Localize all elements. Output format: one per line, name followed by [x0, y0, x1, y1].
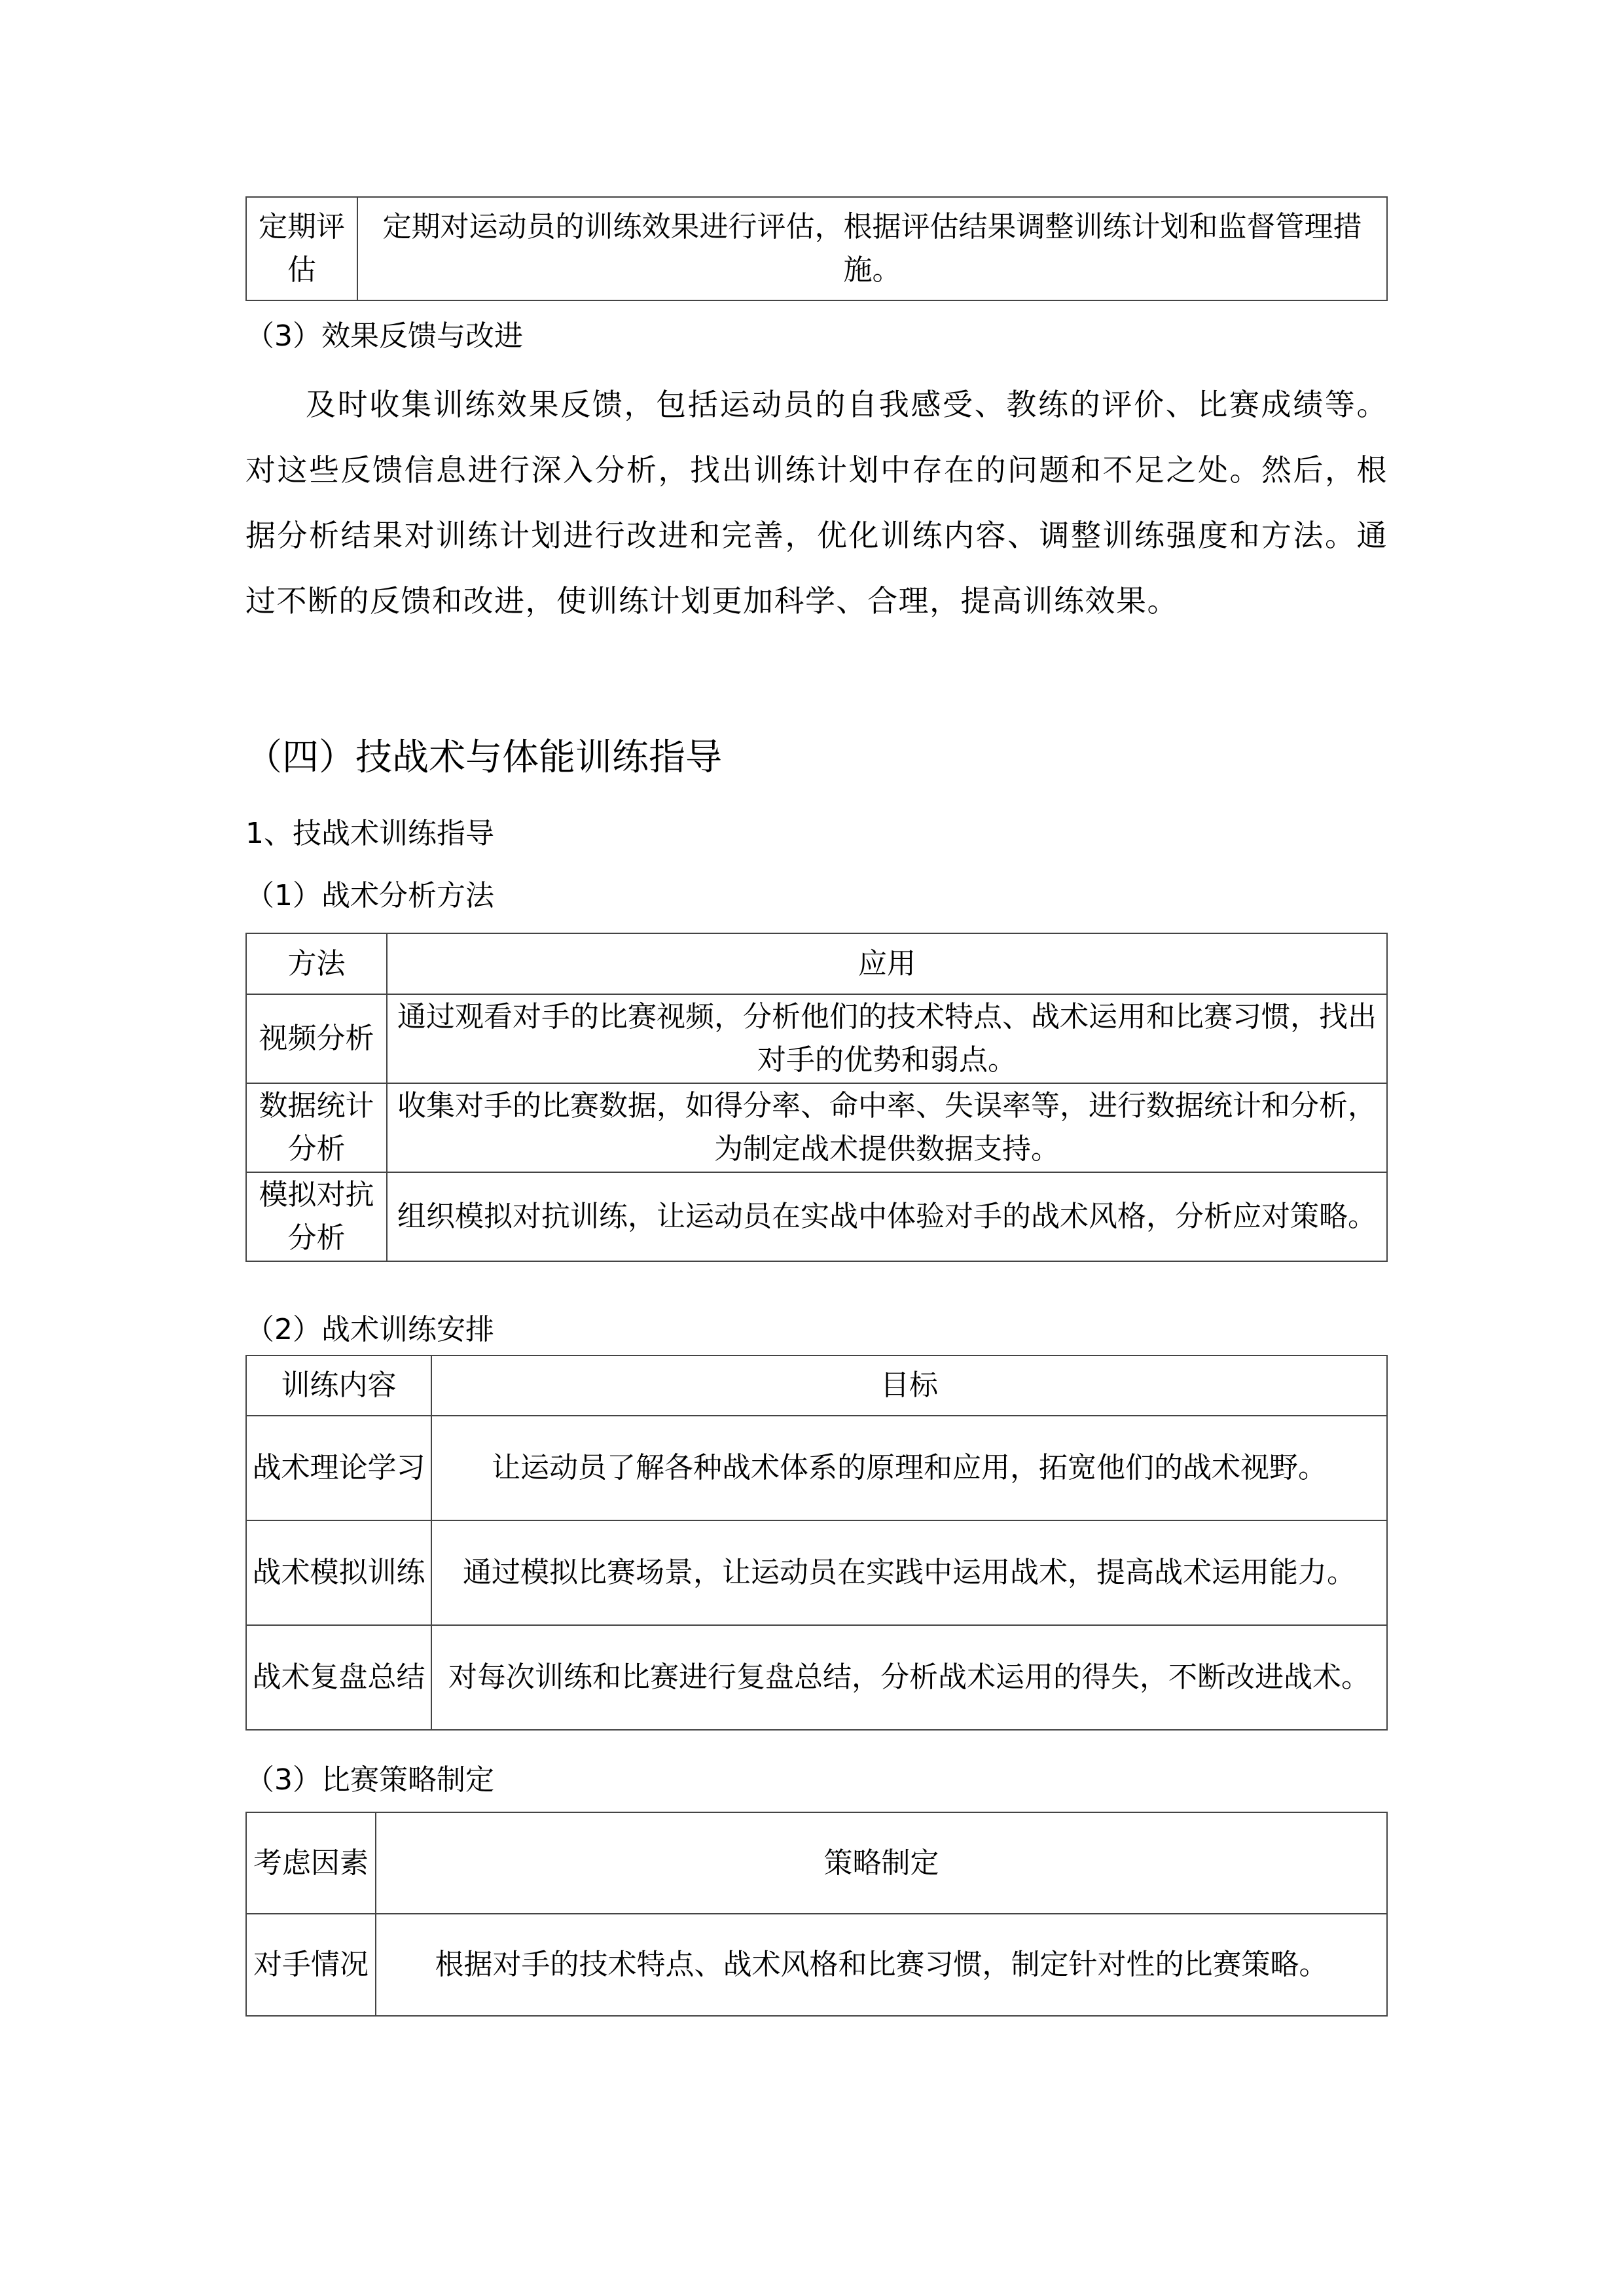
table-cell-application: 收集对手的比赛数据，如得分率、命中率、失误率等，进行数据统计和分析，为制定战术提供数据支持。 — [387, 1083, 1387, 1172]
table-cell-item: 定期评估 — [246, 197, 357, 300]
table-header-factor: 考虑因素 — [246, 1812, 376, 1914]
table-cell-content: 战术模拟训练 — [246, 1520, 431, 1625]
table-cell-content: 定期对运动员的训练效果进行评估，根据评估结果调整训练计划和监督管理措施。 — [357, 197, 1387, 300]
table-header-method: 方法 — [246, 933, 387, 994]
table-row — [246, 197, 1387, 300]
table-row — [246, 1520, 1387, 1625]
main-heading: （四）技战术与体能训练指导 — [245, 736, 722, 779]
strategy-table — [245, 1812, 1388, 2017]
table-cell-method: 模拟对抗分析 — [246, 1172, 387, 1261]
table-cell-goal: 通过模拟比赛场景，让运动员在实践中运用战术，提高战术运用能力。 — [431, 1520, 1387, 1625]
table-header-row — [246, 1355, 1387, 1416]
section-title-feedback: （3）效果反馈与改进 — [245, 319, 523, 353]
analysis-table — [245, 933, 1388, 1262]
training-table — [245, 1355, 1388, 1731]
table-row — [246, 1625, 1387, 1730]
table-cell-goal: 对每次训练和比赛进行复盘总结，分析战术运用的得失，不断改进战术。 — [431, 1625, 1387, 1730]
table-header-row — [246, 1812, 1387, 1914]
table-cell-content: 战术理论学习 — [246, 1416, 431, 1520]
table-header-content: 训练内容 — [246, 1355, 431, 1416]
table-cell-content: 战术复盘总结 — [246, 1625, 431, 1730]
table-row — [246, 1416, 1387, 1520]
table-cell-strategy: 根据对手的技术特点、战术风格和比赛习惯，制定针对性的比赛策略。 — [376, 1914, 1387, 2016]
section-title-analysis: （1）战术分析方法 — [245, 879, 494, 912]
table-cell-method: 数据统计分析 — [246, 1083, 387, 1172]
table-cell-factor: 对手情况 — [246, 1914, 376, 2016]
table-row — [246, 1083, 1387, 1172]
review-table — [245, 196, 1388, 301]
table-cell-application: 通过观看对手的比赛视频，分析他们的技术特点、战术运用和比赛习惯，找出对手的优势和弱点。 — [387, 994, 1387, 1083]
section-title-training: （2）战术训练安排 — [245, 1313, 494, 1346]
table-header-goal: 目标 — [431, 1355, 1387, 1416]
table-header-strategy: 策略制定 — [376, 1812, 1387, 1914]
table-row — [246, 994, 1387, 1083]
table-row — [246, 1172, 1387, 1261]
table-header-application: 应用 — [387, 933, 1387, 994]
feedback-paragraph: 及时收集训练效果反馈，包括运动员的自我感受、教练的评价、比赛成绩等。对这些反馈信息进行深入分析，找出训练计划中存在的问题和不足之处。然后，根据分析结果对训练计划进行改进和完善，优化训练内容、调整训练强度和方法。通过不断的反馈和改进，使训练计划更加科学、合理，提高训练效果。 — [245, 387, 1388, 619]
section-title-strategy: （3）比赛策略制定 — [245, 1763, 494, 1797]
table-header-row — [246, 933, 1387, 994]
table-row — [246, 1914, 1387, 2016]
table-cell-goal: 让运动员了解各种战术体系的原理和应用，拓宽他们的战术视野。 — [431, 1416, 1387, 1520]
table-cell-method: 视频分析 — [246, 994, 387, 1083]
subheading-tactics-training: 1、技战术训练指导 — [245, 817, 494, 850]
table-cell-application: 组织模拟对抗训练，让运动员在实战中体验对手的战术风格，分析应对策略。 — [387, 1172, 1387, 1261]
